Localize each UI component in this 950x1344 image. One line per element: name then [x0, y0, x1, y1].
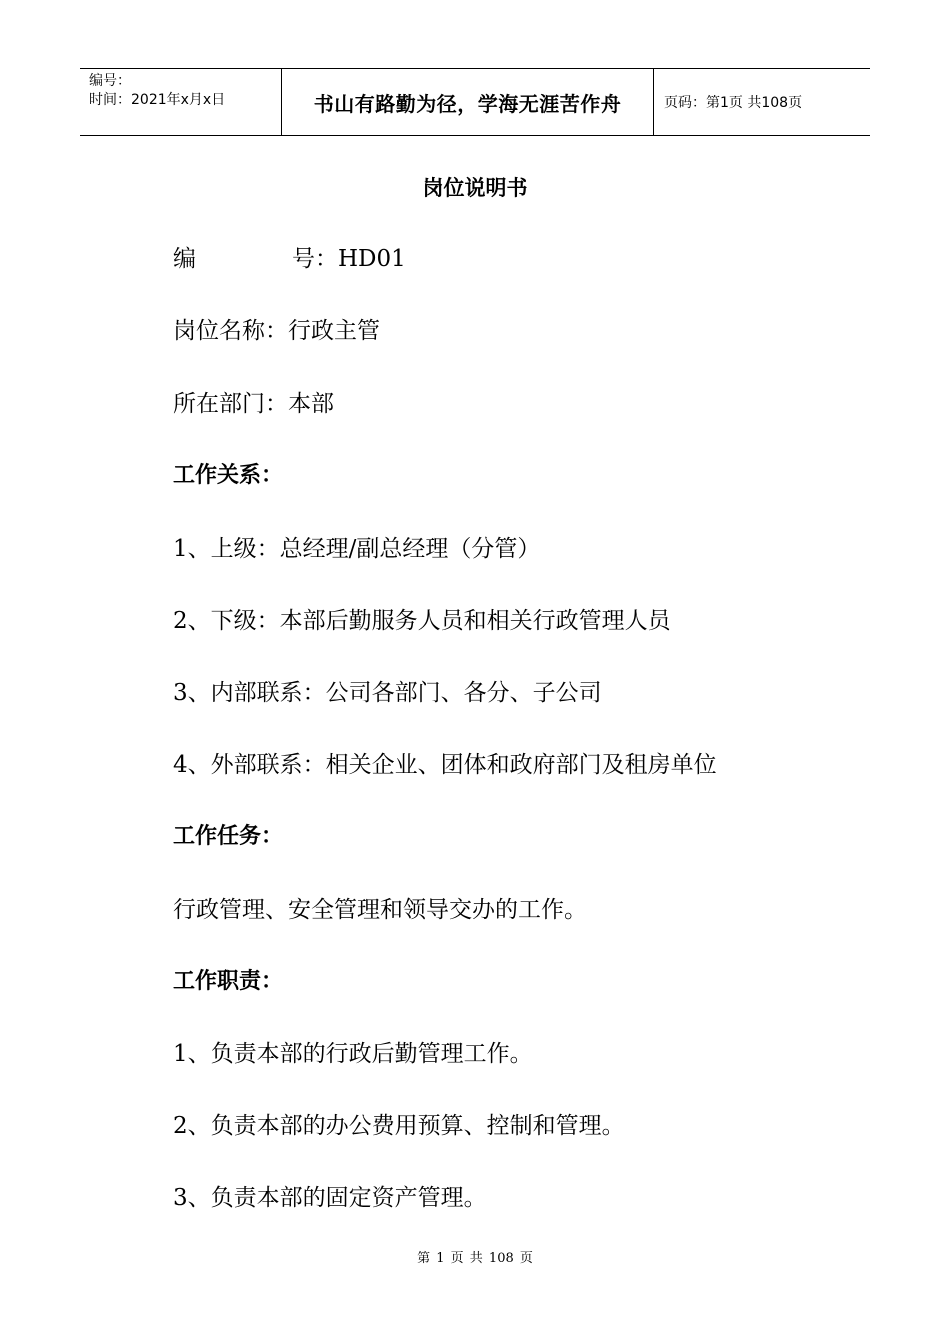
- header-number-label: 编号：: [89, 73, 131, 89]
- document-title: 岗位说明书: [422, 176, 528, 200]
- relation-item: 4、外部联系：相关企业、团体和政府部门及租房单位: [173, 752, 717, 778]
- header-meta: [80, 69, 282, 135]
- header-time-label: 时间：2021年x月x日: [89, 92, 226, 108]
- duty-item: 3、负责本部的固定资产管理。: [173, 1185, 487, 1211]
- tasks-text: 行政管理、安全管理和领导交办的工作。: [173, 897, 587, 923]
- duty-item: 1、负责本部的行政后勤管理工作。: [173, 1041, 533, 1067]
- relations-heading: 工作关系：: [173, 463, 284, 488]
- header-motto: 书山有路勤为径，学海无涯苦作舟: [282, 69, 654, 135]
- page-header: [80, 68, 870, 136]
- field-department: 所在部门：本部: [173, 391, 334, 417]
- tasks-heading: 工作任务：: [173, 824, 284, 849]
- field-number-rest: 号：HD01: [292, 246, 406, 272]
- page-footer: 第 1 页 共 108 页: [417, 1251, 533, 1266]
- field-number-prefix: 编: [173, 246, 196, 272]
- relation-item: 1、上级：总经理/副总经理（分管）: [173, 536, 541, 562]
- field-position: 岗位名称：行政主管: [173, 318, 380, 344]
- header-page-info: 页码：第1页 共108页: [664, 95, 803, 111]
- field-number: [173, 240, 406, 273]
- relation-item: 2、下级：本部后勤服务人员和相关行政管理人员: [173, 608, 671, 634]
- relation-item: 3、内部联系：公司各部门、各分、子公司: [173, 680, 602, 706]
- duty-item: 2、负责本部的办公费用预算、控制和管理。: [173, 1113, 625, 1139]
- duties-heading: 工作职责：: [173, 969, 284, 994]
